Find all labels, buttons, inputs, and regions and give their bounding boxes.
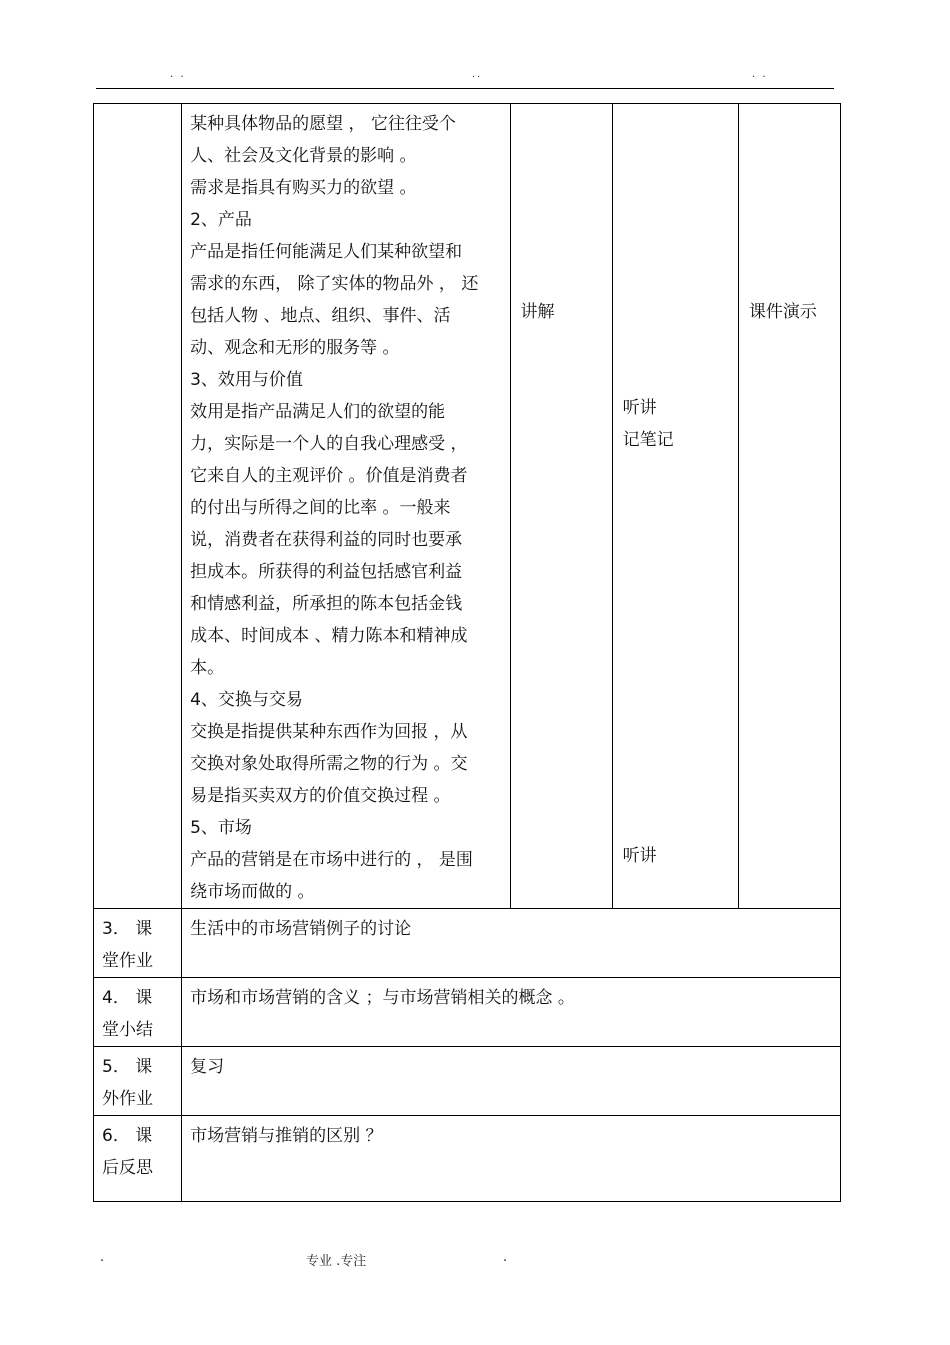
content-line: 绕市场而做的 。: [190, 882, 315, 902]
content-line: 力，实际是一个人的自我心理感受 ，: [190, 434, 468, 454]
content-line: 动、观念和无形的服务等 。: [190, 338, 400, 358]
row-label-line-2: 堂小结: [102, 1020, 153, 1040]
content-line: 5、市场: [190, 818, 252, 838]
content-line: 需求的东西， 除了实体的物品外 ， 还: [190, 274, 479, 294]
row-text: 市场和市场营销的含义 ；与市场营销相关的概念 。: [190, 988, 575, 1008]
row-text: 生活中的市场营销例子的讨论: [190, 919, 412, 939]
empty-label-cell: [94, 104, 182, 909]
row-content-cell: [182, 909, 841, 978]
row-text: 复习: [190, 1057, 225, 1077]
footer-right-mark: .: [503, 1250, 508, 1265]
row-label-line-2: 后反思: [102, 1158, 153, 1178]
content-line: 包括人物 、地点、组织、事件、活: [190, 306, 451, 326]
content-line: 易是指买卖双方的价值交换过程 。: [190, 786, 451, 806]
content-line: 的付出与所得之间的比率 。一般来: [190, 498, 451, 518]
content-line: 和情感利益，所承担的陈本包括金钱: [190, 594, 463, 614]
content-line: 产品的营销是在市场中进行的 ， 是围: [190, 850, 473, 870]
header-rule: [96, 88, 834, 89]
content-line: 交换是指提供某种东西作为回报 ，从: [190, 722, 468, 742]
content-line: 某种具体物品的愿望 ， 它往往受个: [190, 114, 456, 134]
teaching-method-text: 讲解: [520, 302, 555, 322]
teaching-method-cell: [510, 104, 612, 909]
content-line: 效用是指产品满足人们的欲望的能: [190, 402, 446, 422]
header-center-mark: ··: [472, 72, 483, 83]
table-row: [94, 978, 841, 1047]
student-activity-listen-2: 听讲: [622, 846, 657, 866]
header-left-mark: · ·: [170, 72, 186, 83]
content-line: 2、产品: [190, 210, 252, 230]
content-row: [94, 104, 841, 909]
row-label-line-2: 堂作业: [102, 951, 153, 971]
content-line: 交换对象处取得所需之物的行为 。交: [190, 754, 468, 774]
content-line: 4、交换与交易: [190, 690, 303, 710]
header-right-mark: · ·: [752, 72, 768, 83]
content-line: 本。: [190, 658, 225, 678]
row-label-line-1: 6． 课: [102, 1126, 153, 1146]
content-line: 人、社会及文化背景的影响 。: [190, 146, 417, 166]
content-line: 产品是指任何能满足人们某种欲望和: [190, 242, 463, 262]
table-row: [94, 1116, 841, 1202]
row-label-cell: [94, 1047, 182, 1116]
row-label-line-1: 3． 课: [102, 919, 153, 939]
content-line: 3、效用与价值: [190, 370, 303, 390]
row-label-line-1: 4． 课: [102, 988, 153, 1008]
content-lines: [182, 104, 509, 908]
content-cell: [182, 104, 510, 909]
table-row: [94, 909, 841, 978]
row-content-cell: [182, 1047, 841, 1116]
row-label-line-2: 外作业: [102, 1089, 153, 1109]
row-text: 市场营销与推销的区别 ？: [190, 1126, 383, 1146]
content-line: 说，消费者在获得利益的同时也要承: [190, 530, 463, 550]
lesson-plan-table: [93, 103, 841, 1202]
content-line: 成本、时间成本 、精力陈本和精神成: [190, 626, 468, 646]
footer-left-mark: .: [100, 1250, 105, 1265]
row-label-cell: [94, 1116, 182, 1202]
row-content-cell: [182, 978, 841, 1047]
table-row: [94, 1047, 841, 1116]
media-cell: [738, 104, 840, 909]
row-label-cell: [94, 978, 182, 1047]
row-label-cell: [94, 909, 182, 978]
content-line: 它来自人的主观评价 。价值是消费者: [190, 466, 468, 486]
content-line: 担成本。所获得的利益包括感官利益: [190, 562, 463, 582]
row-label-line-1: 5． 课: [102, 1057, 153, 1077]
content-line: 需求是指具有购买力的欲望 。: [190, 178, 417, 198]
student-activity-listen: 听讲: [622, 398, 657, 418]
footer-text: 专业 .专注: [306, 1254, 367, 1269]
media-text: 课件演示: [748, 302, 817, 322]
row-content-cell: [182, 1116, 841, 1202]
student-activity-cell: [612, 104, 738, 909]
student-activity-notes: 记笔记: [622, 430, 674, 450]
